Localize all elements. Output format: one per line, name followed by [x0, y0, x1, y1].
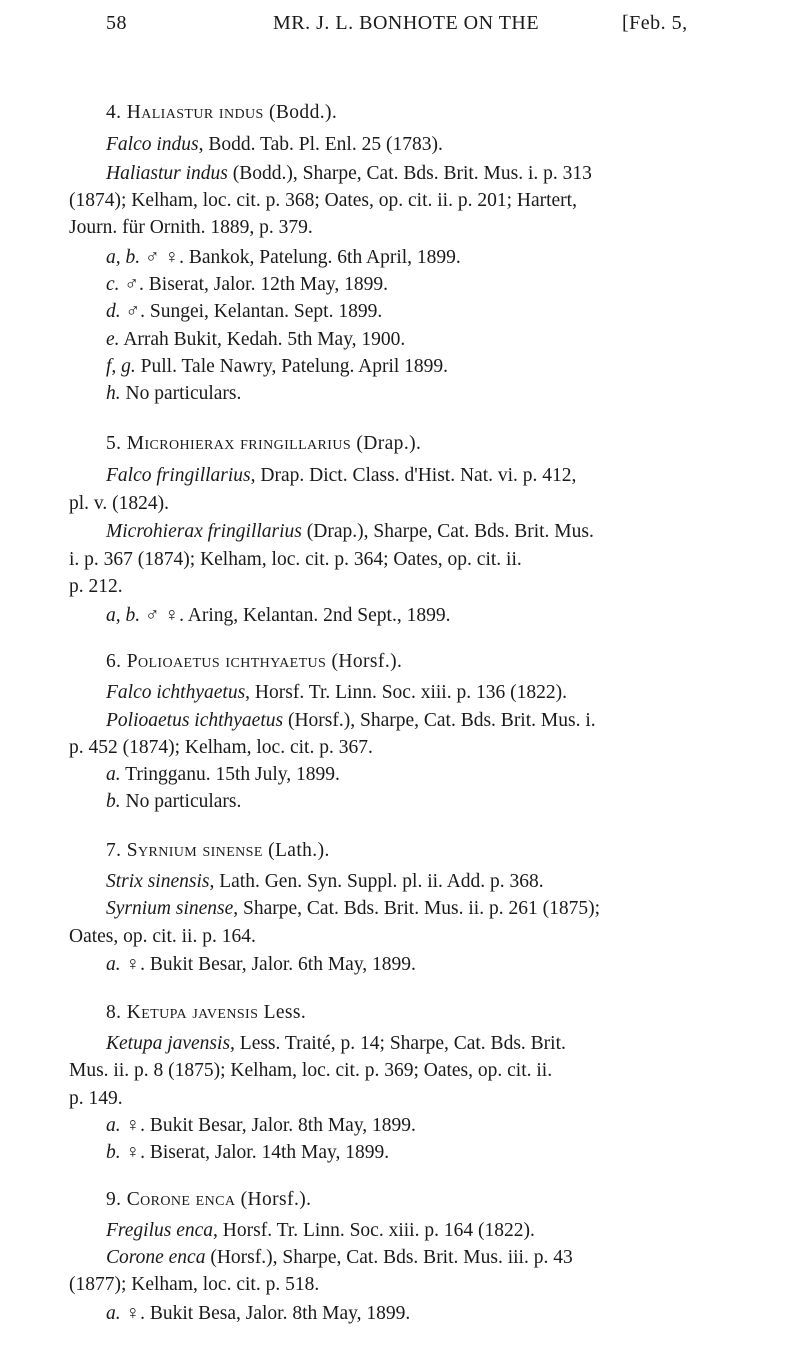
citation-text: p. 149.: [69, 1088, 123, 1109]
specimen-letter: a.: [106, 954, 121, 975]
citation-text: , Horsf. Tr. Linn. Soc. xiii. p. 136 (1822).: [245, 682, 567, 703]
citation-text: (Drap.), Sharpe, Cat. Bds. Brit. Mus.: [301, 521, 594, 542]
citation-text: , Less. Traité, p. 14; Sharpe, Cat. Bds. Brit.: [230, 1033, 566, 1054]
specimen-text: Pull. Tale Nawry, Patelung. April 1899.: [135, 356, 449, 377]
genus-name: Corone: [126, 1189, 191, 1210]
species-heading: [106, 434, 421, 454]
citation-text: pl. v. (1824).: [69, 493, 170, 514]
species-name: enca: [195, 1189, 236, 1210]
citation-text: , Sharpe, Cat. Bds. Brit. Mus. ii. p. 261 (1875);: [233, 898, 600, 919]
specimen-line: [106, 1304, 410, 1324]
citation-line: [69, 577, 123, 597]
synonymy-line: [106, 135, 443, 155]
species-heading: [106, 103, 337, 123]
specimen-line: [106, 1116, 416, 1136]
genus-name: Microhierax: [126, 433, 235, 454]
specimen-line: [106, 1143, 389, 1163]
taxon-name: Strix sinensis: [106, 871, 210, 892]
specimen-text: ♂ ♀. Aring, Kelantan. 2nd Sept., 1899.: [140, 605, 451, 626]
citation-text: p. 452 (1874); Kelham, loc. cit. p. 367.: [69, 737, 373, 758]
running-header: [0, 13, 801, 37]
synonymy-line: [106, 1221, 535, 1241]
header-date: [Feb. 5,: [622, 12, 688, 34]
genus-name: Polioaetus: [126, 651, 221, 672]
citation-text: (Horsf.), Sharpe, Cat. Bds. Brit. Mus. iii. p. 43: [205, 1247, 573, 1268]
synonymy-line: [106, 1034, 566, 1054]
species-name: javensis: [192, 1002, 259, 1023]
species-heading: [106, 652, 402, 672]
specimen-line: [106, 765, 340, 785]
entry-number: 5.: [106, 433, 122, 454]
specimen-letter: f, g.: [106, 356, 136, 377]
citation-line: [69, 1061, 552, 1081]
citation-line: [69, 191, 577, 211]
specimen-text: ♀. Biserat, Jalor. 14th May, 1899.: [120, 1142, 390, 1163]
specimen-line: [106, 302, 382, 322]
authority: Less.: [263, 1002, 307, 1023]
authority: (Horsf.).: [331, 651, 403, 672]
synonymy-line: [106, 164, 592, 184]
specimen-letter: d.: [106, 301, 121, 322]
species-name: ichthyaetus: [225, 651, 327, 672]
citation-line: [69, 218, 313, 238]
genus-name: Haliastur: [126, 102, 214, 123]
synonymy-line: [106, 522, 594, 542]
synonymy-line: [106, 711, 596, 731]
specimen-letter: a.: [106, 1115, 121, 1136]
specimen-text: No particulars.: [120, 791, 242, 812]
specimen-line: [106, 248, 461, 268]
entry-number: 8.: [106, 1002, 122, 1023]
taxon-name: Microhierax fringillarius: [106, 521, 302, 542]
taxon-name: Polioaetus ichthyaetus: [106, 710, 284, 731]
specimen-line: [106, 955, 416, 975]
running-title: MR. J. L. BONHOTE ON THE: [273, 12, 540, 34]
specimen-letter: a.: [106, 764, 121, 785]
authority: (Lath.).: [268, 840, 330, 861]
genus-name: Syrnium: [126, 840, 198, 861]
specimen-text: ♀. Bukit Besar, Jalor. 8th May, 1899.: [120, 1115, 416, 1136]
genus-name: Ketupa: [126, 1002, 188, 1023]
synonymy-line: [106, 872, 544, 892]
specimen-line: [106, 330, 405, 350]
specimen-text: ♀. Bukit Besar, Jalor. 6th May, 1899.: [120, 954, 416, 975]
citation-text: Mus. ii. p. 8 (1875); Kelham, loc. cit. p. 369; Oates, op. cit. ii.: [69, 1060, 553, 1081]
specimen-text: No particulars.: [120, 383, 242, 404]
species-name: sinense: [202, 840, 263, 861]
taxon-name: Fregilus enca: [106, 1220, 214, 1241]
specimen-letter: a.: [106, 1303, 121, 1324]
specimen-letter: a, b.: [106, 247, 141, 268]
citation-line: [69, 1089, 123, 1109]
specimen-text: ♀. Bukit Besa, Jalor. 8th May, 1899.: [120, 1303, 411, 1324]
taxon-name: Falco ichthyaetus: [106, 682, 246, 703]
citation-text: i. p. 367 (1874); Kelham, loc. cit. p. 364; Oates, op. cit. ii.: [69, 549, 522, 570]
citation-text: , Bodd. Tab. Pl. Enl. 25 (1783).: [198, 134, 443, 155]
citation-line: [69, 494, 169, 514]
synonymy-line: [106, 466, 576, 486]
specimen-letter: h.: [106, 383, 121, 404]
specimen-text: ♂. Sungei, Kelantan. Sept. 1899.: [120, 301, 383, 322]
specimen-letter: b.: [106, 791, 121, 812]
species-heading: [106, 1190, 311, 1210]
specimen-line: [106, 275, 388, 295]
citation-line: [69, 927, 256, 947]
taxon-name: Ketupa javensis: [106, 1033, 231, 1054]
synonymy-line: [106, 1248, 573, 1268]
entry-number: 4.: [106, 102, 122, 123]
entry-number: 6.: [106, 651, 122, 672]
citation-text: Journ. für Ornith. 1889, p. 379.: [69, 217, 313, 238]
authority: (Bodd.).: [268, 102, 338, 123]
authority: (Horsf.).: [240, 1189, 312, 1210]
citation-text: , Lath. Gen. Syn. Suppl. pl. ii. Add. p. 368.: [209, 871, 544, 892]
citation-line: [69, 738, 373, 758]
species-name: indus: [218, 102, 264, 123]
synonymy-line: [106, 899, 600, 919]
citation-text: , Horsf. Tr. Linn. Soc. xiii. p. 164 (1822).: [213, 1220, 535, 1241]
species-heading: [106, 841, 330, 861]
species-name: fringillarius: [240, 433, 352, 454]
citation-line: [69, 550, 522, 570]
citation-text: (Bodd.), Sharpe, Cat. Bds. Brit. Mus. i. p. 313: [227, 163, 592, 184]
species-heading: [106, 1003, 306, 1023]
specimen-text: Tringganu. 15th July, 1899.: [120, 764, 340, 785]
citation-text: (1877); Kelham, loc. cit. p. 518.: [69, 1274, 320, 1295]
page-number: 58: [106, 12, 127, 34]
specimen-text: ♂. Biserat, Jalor. 12th May, 1899.: [119, 274, 388, 295]
specimen-text: ♂ ♀. Bankok, Patelung. 6th April, 1899.: [140, 247, 461, 268]
taxon-name: Falco indus: [106, 134, 199, 155]
authority: (Drap.).: [356, 433, 422, 454]
citation-text: p. 212.: [69, 576, 123, 597]
specimen-letter: c.: [106, 274, 120, 295]
specimen-letter: e.: [106, 329, 120, 350]
citation-text: (Horsf.), Sharpe, Cat. Bds. Brit. Mus. i.: [283, 710, 596, 731]
taxon-name: Haliastur indus: [106, 163, 228, 184]
specimen-letter: b.: [106, 1142, 121, 1163]
entry-number: 9.: [106, 1189, 122, 1210]
taxon-name: Corone enca: [106, 1247, 206, 1268]
citation-line: [69, 1275, 319, 1295]
specimen-line: [106, 384, 241, 404]
specimen-line: [106, 357, 448, 377]
taxon-name: Falco fringillarius: [106, 465, 251, 486]
synonymy-line: [106, 683, 567, 703]
citation-text: Oates, op. cit. ii. p. 164.: [69, 926, 256, 947]
citation-text: (1874); Kelham, loc. cit. p. 368; Oates, op. cit. ii. p. 201; Hartert,: [69, 190, 577, 211]
citation-text: , Drap. Dict. Class. d'Hist. Nat. vi. p. 412,: [250, 465, 577, 486]
specimen-text: Arrah Bukit, Kedah. 5th May, 1900.: [119, 329, 406, 350]
taxon-name: Syrnium sinense: [106, 898, 234, 919]
specimen-letter: a, b.: [106, 605, 141, 626]
entry-number: 7.: [106, 840, 122, 861]
specimen-line: [106, 792, 241, 812]
specimen-line: [106, 606, 450, 626]
